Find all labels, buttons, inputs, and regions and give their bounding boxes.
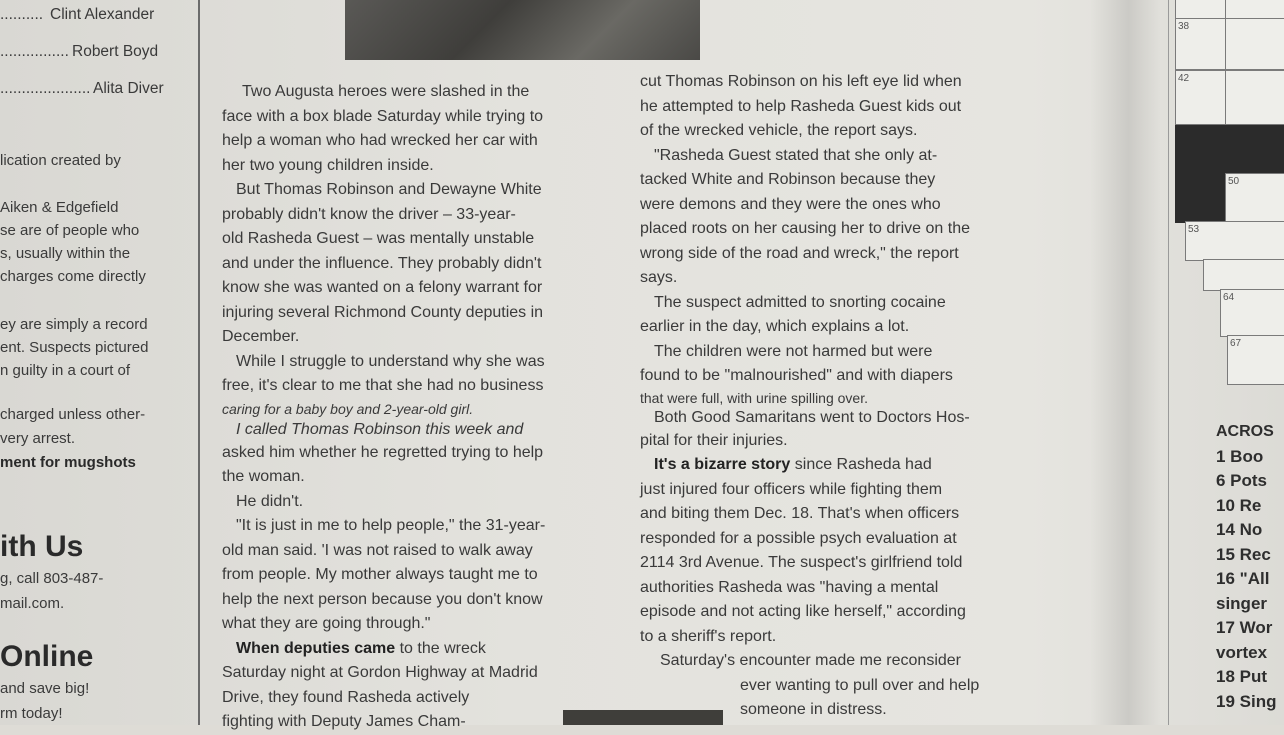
article-line: Drive, they found Rasheda actively: [222, 688, 470, 706]
crossword-cell: [1220, 289, 1284, 337]
online-heading: Online: [0, 640, 94, 673]
clue: 14 No: [1216, 520, 1263, 539]
credit-name: Alita Diver: [93, 80, 164, 97]
article-line: free, it's clear to me that she had no business: [222, 377, 544, 394]
contact-line: mail.com.: [0, 595, 65, 612]
crossword-cell: [1225, 18, 1284, 70]
sidebar-text: ey are simply a record: [0, 316, 148, 333]
crossword-number: 67: [1230, 338, 1242, 349]
article-line: her two young children inside.: [222, 156, 434, 174]
crossword-grid: [1175, 0, 1284, 405]
article-line: cut Thomas Robinson on his left eye lid when: [640, 73, 962, 90]
article-line: old man said. 'I was not raised to walk away: [222, 541, 533, 559]
crossword-cell: [1185, 221, 1284, 261]
article-line: he attempted to help Rasheda Guest kids out: [640, 97, 962, 115]
article-line: injuring several Richmond County deputies in: [222, 303, 544, 321]
crossword-black-cell: [1175, 125, 1284, 175]
article-line: know she was wanted on a felony warrant for: [222, 279, 543, 296]
article-line: the woman.: [222, 468, 305, 485]
crossword-cell: [1225, 0, 1284, 20]
article-line: The children were not harmed but were: [654, 342, 933, 360]
crossword-cell: [1175, 18, 1227, 70]
article-line: that were full, with urine spilling over.: [640, 389, 868, 406]
crossword-number: 50: [1228, 176, 1240, 187]
article-line: wrong side of the road and wreck," the report: [640, 244, 959, 262]
article-line: The suspect admitted to snorting cocaine: [654, 293, 946, 311]
article-line: old Rasheda Guest – was mentally unstable: [222, 230, 535, 247]
article-line: of the wrecked vehicle, the report says.: [640, 122, 918, 139]
leader-dots: ..........: [0, 6, 44, 23]
article-line: 2114 3rd Avenue. The suspect's girlfriend told: [640, 554, 963, 571]
crossword-number: 64: [1223, 292, 1235, 303]
article-line: authorities Rasheda was "having a mental: [640, 578, 939, 596]
crossword-cell: [1175, 70, 1227, 125]
sidebar-text: lication created by: [0, 152, 121, 169]
article-line: and biting them Dec. 18. That's when officers: [640, 505, 960, 522]
sidebar-text: very arrest.: [0, 430, 76, 447]
clue: 10 Re: [1216, 495, 1262, 515]
leader-dots: .....................: [0, 80, 91, 97]
contact-heading: ith Us: [0, 530, 84, 563]
article-column-1: [222, 80, 617, 735]
article-line: Saturday's encounter made me reconsider: [660, 652, 961, 669]
sidebar-text-bold: ment for mugshots: [0, 454, 136, 471]
crossword-cell: [1203, 259, 1284, 291]
leader-dots: ................: [0, 43, 69, 60]
article-line: help the next person because you don't know: [222, 590, 543, 608]
article-line: just injured four officers while fighting them: [640, 480, 943, 498]
crossword-cell: [1225, 173, 1284, 223]
article-line: [222, 637, 617, 662]
article-line: I called Thomas Robinson this week and: [236, 420, 524, 438]
clue: 17 Wor: [1216, 618, 1273, 637]
article-line: pital for their injuries.: [640, 431, 788, 449]
article-line: and under the influence. They probably didn't: [222, 254, 542, 272]
article-line-rest: to the wreck: [395, 639, 486, 657]
article-line: Two Augusta heroes were slashed in the: [242, 83, 530, 100]
credit-name: Clint Alexander: [50, 6, 155, 23]
article-line: While I struggle to understand why she was: [236, 352, 545, 370]
clue: 18 Put: [1216, 667, 1268, 686]
article-line: says.: [640, 269, 678, 286]
article-line: asked him whether he regretted trying to help: [222, 443, 544, 461]
clue: 1 Boo: [1216, 446, 1264, 466]
article-column-2: [640, 70, 1060, 723]
credit-name: Robert Boyd: [72, 43, 159, 60]
crossword-number: 38: [1178, 21, 1190, 32]
clues-heading: ACROS: [1216, 423, 1274, 440]
clue: 15 Rec: [1216, 544, 1271, 564]
article-line: someone in distress.: [740, 701, 887, 718]
clue: 6 Pots: [1216, 471, 1268, 490]
article-line: caring for a baby boy and 2-year-old girl.: [222, 400, 474, 417]
left-sidebar: [0, 0, 195, 725]
article-line: placed roots on her causing her to drive on the: [640, 220, 970, 237]
article-line: fighting with Deputy James Cham-: [222, 713, 466, 730]
article-line: probably didn't know the driver – 33-year-: [222, 205, 516, 223]
article-line: Saturday night at Gordon Highway at Madrid: [222, 664, 538, 681]
sidebar-text: charges come directly: [0, 268, 146, 285]
article-line: ever wanting to pull over and help: [740, 676, 980, 694]
clue: 19 Sing: [1216, 691, 1277, 711]
online-line: rm today!: [0, 705, 63, 722]
article-line: from people. My mother always taught me to: [222, 566, 538, 583]
article-line: "Rasheda Guest stated that she only at-: [654, 146, 938, 164]
column-rule: [1168, 0, 1169, 725]
article-line-rest: since Rasheda had: [790, 456, 932, 473]
sidebar-text: se are of people who: [0, 222, 140, 239]
article-line: to a sheriff's report.: [640, 627, 777, 645]
crossword-clues: [1216, 420, 1284, 725]
clue: singer: [1216, 593, 1268, 613]
sidebar-text: ent. Suspects pictured: [0, 339, 149, 356]
sidebar-text: Aiken & Edgefield: [0, 199, 119, 216]
crossword-number: 53: [1188, 224, 1200, 235]
article-line: help a woman who had wrecked her car with: [222, 132, 538, 149]
article-line: face with a box blade Saturday while trying to: [222, 107, 544, 125]
article-line: responded for a possible psych evaluation at: [640, 529, 957, 547]
article-line: found to be "malnourished" and with diapers: [640, 367, 953, 384]
article-line: He didn't.: [236, 492, 304, 510]
article-photo: [345, 0, 700, 60]
subhead-run: When deputies came: [236, 639, 396, 657]
article-line: December.: [222, 328, 300, 345]
crossword-cell: [1225, 70, 1284, 125]
crossword-black-cell: [1175, 173, 1227, 223]
article-line: [640, 453, 1060, 478]
article-line: what they are going through.": [222, 615, 431, 632]
article-line: But Thomas Robinson and Dewayne White: [236, 181, 542, 198]
subhead-run: It's a bizarre story: [654, 456, 791, 473]
article-line: were demons and they were the ones who: [640, 195, 941, 213]
article-line: "It is just in me to help people," the 31-year-: [236, 517, 546, 534]
article-line: Both Good Samaritans went to Doctors Hos-: [654, 408, 970, 426]
sidebar-text: s, usually within the: [0, 245, 131, 262]
article-line: episode and not acting like herself," according: [640, 603, 966, 620]
contact-line: g, call 803-487-: [0, 570, 104, 587]
column-rule: [198, 0, 200, 725]
sidebar-text: charged unless other-: [0, 406, 146, 423]
page-fold-shadow: [1090, 0, 1160, 725]
article-line: earlier in the day, which explains a lot.: [640, 318, 910, 335]
crossword-cell: [1227, 335, 1284, 385]
sidebar-text: n guilty in a court of: [0, 362, 131, 379]
crossword-number: 42: [1178, 73, 1190, 84]
crossword-cell: [1175, 0, 1227, 20]
article-line: tacked White and Robinson because they: [640, 171, 936, 188]
clue: vortex: [1216, 642, 1268, 662]
online-line: and save big!: [0, 680, 90, 697]
clue: 16 "All: [1216, 569, 1270, 588]
